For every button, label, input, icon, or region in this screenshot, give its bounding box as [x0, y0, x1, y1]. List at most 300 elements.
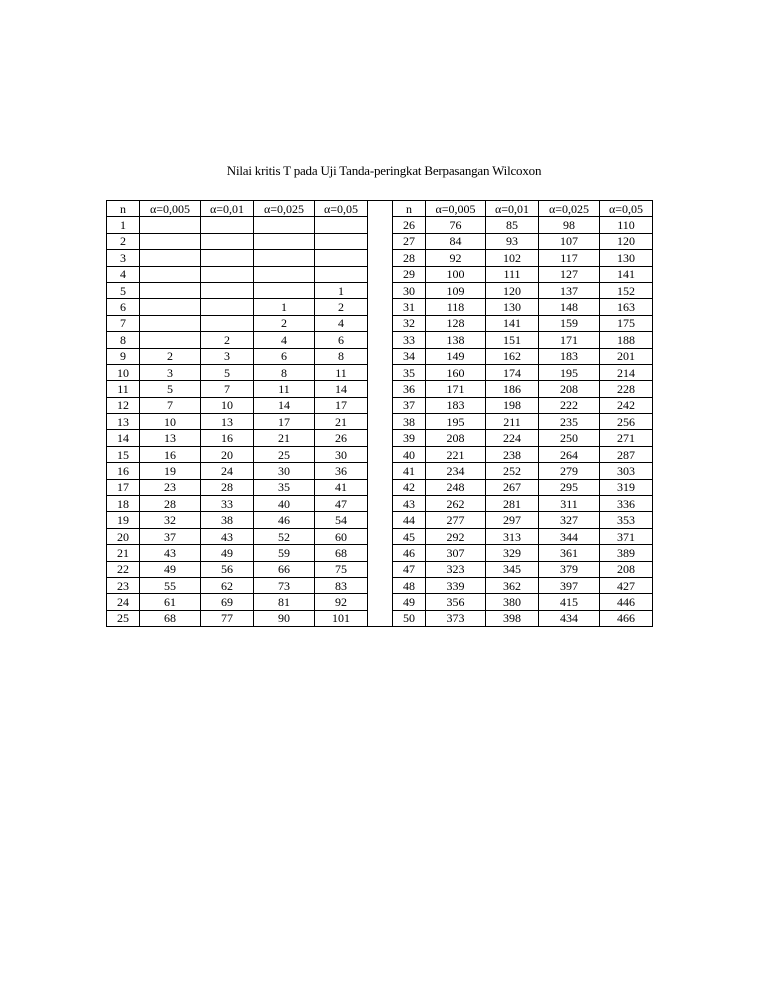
table-cell-a1: 49 [140, 561, 201, 577]
table-cell-n1: 4 [107, 266, 140, 282]
table-cell-b1: 195 [426, 414, 486, 430]
table-cell-a1: 2 [140, 348, 201, 364]
table-cell-a2: 7 [201, 381, 254, 397]
table-cell-a2 [201, 250, 254, 266]
table-cell-a1 [140, 315, 201, 331]
table-cell-a1: 23 [140, 479, 201, 495]
table-cell-n2: 29 [393, 266, 426, 282]
table-cell-b3: 415 [539, 594, 600, 610]
table-cell-b2: 85 [486, 217, 539, 233]
table-cell-a3: 14 [254, 397, 315, 413]
table-cell-n2: 37 [393, 397, 426, 413]
column-gap [368, 479, 393, 495]
table-cell-a4: 60 [315, 528, 368, 544]
table-cell-n2: 27 [393, 233, 426, 249]
table-cell-b3: 344 [539, 528, 600, 544]
table-cell-a4: 6 [315, 332, 368, 348]
table-cell-a3: 17 [254, 414, 315, 430]
table-cell-a3: 2 [254, 315, 315, 331]
table-cell-b3: 159 [539, 315, 600, 331]
table-cell-b2: 162 [486, 348, 539, 364]
table-cell-a4: 26 [315, 430, 368, 446]
table-cell-b3: 107 [539, 233, 600, 249]
table-cell-n1: 7 [107, 315, 140, 331]
table-cell-b4: 303 [600, 463, 653, 479]
table-cell-n1: 11 [107, 381, 140, 397]
table-cell-b4: 130 [600, 250, 653, 266]
table-cell-b3: 98 [539, 217, 600, 233]
table-cell-a4: 2 [315, 299, 368, 315]
table-cell-b3: 208 [539, 381, 600, 397]
table-cell-a3: 46 [254, 512, 315, 528]
table-cell-n1: 13 [107, 414, 140, 430]
table-cell-a1 [140, 282, 201, 298]
table-cell-a3: 52 [254, 528, 315, 544]
table-cell-a1 [140, 217, 201, 233]
table-cell-n1: 1 [107, 217, 140, 233]
table-row [107, 282, 653, 298]
table-cell-a1: 68 [140, 610, 201, 626]
table-cell-n1: 20 [107, 528, 140, 544]
table-cell-a3: 59 [254, 545, 315, 561]
table-row [107, 430, 653, 446]
column-gap [368, 201, 393, 217]
column-gap [368, 463, 393, 479]
column-gap [368, 446, 393, 462]
table-cell-b4: 141 [600, 266, 653, 282]
table-cell-a1 [140, 233, 201, 249]
table-cell-n2: 39 [393, 430, 426, 446]
table-cell-b3: 171 [539, 332, 600, 348]
table-cell-b2: 297 [486, 512, 539, 528]
table-cell-a2: 62 [201, 577, 254, 593]
table-cell-n2: 33 [393, 332, 426, 348]
table-row [107, 266, 653, 282]
table-cell-b4: 163 [600, 299, 653, 315]
table-cell-a4 [315, 266, 368, 282]
table-cell-a4 [315, 250, 368, 266]
table-cell-n1: 17 [107, 479, 140, 495]
table-cell-a2 [201, 266, 254, 282]
table-cell-b3: 361 [539, 545, 600, 561]
table-cell-b1: 138 [426, 332, 486, 348]
table-row [107, 414, 653, 430]
table-cell-b4: 389 [600, 545, 653, 561]
column-gap [368, 430, 393, 446]
table-cell-a1: 10 [140, 414, 201, 430]
table-row [107, 299, 653, 315]
table-cell-b2: 267 [486, 479, 539, 495]
table-cell-b4: 208 [600, 561, 653, 577]
table-cell-n2: 49 [393, 594, 426, 610]
table-cell-a3: 90 [254, 610, 315, 626]
table-body [107, 217, 653, 627]
table-cell-a4: 75 [315, 561, 368, 577]
table-cell-b3: 137 [539, 282, 600, 298]
table-cell-b1: 208 [426, 430, 486, 446]
table-cell-a3: 4 [254, 332, 315, 348]
table-cell-n1: 19 [107, 512, 140, 528]
table-row [107, 463, 653, 479]
column-gap [368, 266, 393, 282]
table-cell-b2: 130 [486, 299, 539, 315]
table-cell-a3: 6 [254, 348, 315, 364]
table-cell-n2: 45 [393, 528, 426, 544]
table-cell-a3 [254, 282, 315, 298]
table-cell-b1: 109 [426, 282, 486, 298]
header-alpha-005-left: α=0,05 [315, 201, 368, 217]
column-gap [368, 528, 393, 544]
table-cell-a2: 69 [201, 594, 254, 610]
table-cell-n1: 2 [107, 233, 140, 249]
table-cell-n1: 8 [107, 332, 140, 348]
table-cell-n1: 24 [107, 594, 140, 610]
table-cell-b2: 224 [486, 430, 539, 446]
table-row [107, 610, 653, 626]
table-cell-b1: 262 [426, 496, 486, 512]
table-cell-n2: 38 [393, 414, 426, 430]
table-cell-a1: 43 [140, 545, 201, 561]
table-cell-b3: 279 [539, 463, 600, 479]
table-cell-n2: 28 [393, 250, 426, 266]
table-cell-b2: 120 [486, 282, 539, 298]
table-cell-b2: 329 [486, 545, 539, 561]
table-cell-a1: 5 [140, 381, 201, 397]
table-cell-b1: 149 [426, 348, 486, 364]
column-gap [368, 282, 393, 298]
table-cell-b1: 118 [426, 299, 486, 315]
table-cell-a3 [254, 233, 315, 249]
table-cell-b1: 84 [426, 233, 486, 249]
table-cell-n2: 36 [393, 381, 426, 397]
column-gap [368, 496, 393, 512]
table-cell-b3: 183 [539, 348, 600, 364]
table-cell-n2: 31 [393, 299, 426, 315]
table-cell-n2: 40 [393, 446, 426, 462]
table-cell-b3: 117 [539, 250, 600, 266]
table-cell-a4: 30 [315, 446, 368, 462]
table-cell-n1: 25 [107, 610, 140, 626]
table-cell-a1 [140, 266, 201, 282]
table-cell-a3: 66 [254, 561, 315, 577]
column-gap [368, 364, 393, 380]
table-cell-b1: 373 [426, 610, 486, 626]
table-cell-a2 [201, 233, 254, 249]
table-row [107, 479, 653, 495]
table-row [107, 577, 653, 593]
table-row [107, 496, 653, 512]
table-cell-n2: 46 [393, 545, 426, 561]
table-cell-b4: 353 [600, 512, 653, 528]
table-cell-a1: 3 [140, 364, 201, 380]
table-cell-b2: 398 [486, 610, 539, 626]
table-cell-b1: 160 [426, 364, 486, 380]
table-cell-b3: 434 [539, 610, 600, 626]
table-cell-n2: 44 [393, 512, 426, 528]
table-cell-b2: 313 [486, 528, 539, 544]
header-n-right: n [393, 201, 426, 217]
table-cell-b1: 128 [426, 315, 486, 331]
table-cell-a4: 8 [315, 348, 368, 364]
table-cell-a2: 38 [201, 512, 254, 528]
table-cell-n2: 35 [393, 364, 426, 380]
column-gap [368, 233, 393, 249]
header-alpha-005-right: α=0,05 [600, 201, 653, 217]
table-cell-a1: 55 [140, 577, 201, 593]
table-cell-n1: 18 [107, 496, 140, 512]
table-row [107, 364, 653, 380]
table-cell-b2: 111 [486, 266, 539, 282]
table-cell-a1: 37 [140, 528, 201, 544]
table-cell-a3: 73 [254, 577, 315, 593]
table-cell-b2: 93 [486, 233, 539, 249]
table-cell-a4: 54 [315, 512, 368, 528]
header-alpha-0025-right: α=0,025 [539, 201, 600, 217]
table-cell-n1: 23 [107, 577, 140, 593]
table-cell-b1: 292 [426, 528, 486, 544]
table-cell-a2: 28 [201, 479, 254, 495]
table-cell-a4: 17 [315, 397, 368, 413]
table-cell-b4: 214 [600, 364, 653, 380]
table-cell-a1: 28 [140, 496, 201, 512]
table-row [107, 348, 653, 364]
table-cell-a4: 14 [315, 381, 368, 397]
table-row [107, 446, 653, 462]
table-cell-n2: 43 [393, 496, 426, 512]
table-cell-n1: 14 [107, 430, 140, 446]
table-cell-b4: 466 [600, 610, 653, 626]
table-cell-a2: 16 [201, 430, 254, 446]
table-cell-a1 [140, 299, 201, 315]
column-gap [368, 299, 393, 315]
table-cell-n2: 30 [393, 282, 426, 298]
table-row [107, 397, 653, 413]
table-cell-b2: 102 [486, 250, 539, 266]
table-row [107, 315, 653, 331]
table-cell-b3: 264 [539, 446, 600, 462]
table-cell-b4: 188 [600, 332, 653, 348]
table-row [107, 545, 653, 561]
table-cell-a3 [254, 266, 315, 282]
header-alpha-001-left: α=0,01 [201, 201, 254, 217]
table-cell-a3: 81 [254, 594, 315, 610]
table-cell-b3: 195 [539, 364, 600, 380]
table-cell-n1: 10 [107, 364, 140, 380]
table-cell-b2: 345 [486, 561, 539, 577]
column-gap [368, 545, 393, 561]
table-cell-b4: 336 [600, 496, 653, 512]
table-cell-a2: 33 [201, 496, 254, 512]
column-gap [368, 217, 393, 233]
table-cell-b4: 242 [600, 397, 653, 413]
table-cell-b4: 110 [600, 217, 653, 233]
table-cell-a2: 20 [201, 446, 254, 462]
table-cell-b4: 446 [600, 594, 653, 610]
table-cell-n2: 34 [393, 348, 426, 364]
table-cell-a4: 101 [315, 610, 368, 626]
header-alpha-0005-right: α=0,005 [426, 201, 486, 217]
table-cell-n1: 22 [107, 561, 140, 577]
table-cell-a3: 1 [254, 299, 315, 315]
table-row [107, 233, 653, 249]
table-cell-a2: 77 [201, 610, 254, 626]
table-cell-a2: 3 [201, 348, 254, 364]
table-cell-b1: 221 [426, 446, 486, 462]
table-cell-n1: 15 [107, 446, 140, 462]
table-cell-b1: 248 [426, 479, 486, 495]
table-cell-b1: 234 [426, 463, 486, 479]
column-gap [368, 381, 393, 397]
table-cell-b4: 319 [600, 479, 653, 495]
table-cell-a3 [254, 217, 315, 233]
table-cell-b1: 356 [426, 594, 486, 610]
table-cell-a2: 10 [201, 397, 254, 413]
column-gap [368, 397, 393, 413]
table-cell-n1: 3 [107, 250, 140, 266]
table-cell-b1: 92 [426, 250, 486, 266]
header-alpha-0025-left: α=0,025 [254, 201, 315, 217]
table-cell-a4 [315, 233, 368, 249]
table-cell-a3: 21 [254, 430, 315, 446]
header-alpha-001-right: α=0,01 [486, 201, 539, 217]
table-cell-a4: 36 [315, 463, 368, 479]
table-cell-a3: 11 [254, 381, 315, 397]
table-cell-a3: 8 [254, 364, 315, 380]
table-cell-b2: 252 [486, 463, 539, 479]
table-cell-n1: 5 [107, 282, 140, 298]
table-row [107, 332, 653, 348]
table-cell-a1: 16 [140, 446, 201, 462]
table-cell-a2: 56 [201, 561, 254, 577]
table-cell-a3: 30 [254, 463, 315, 479]
table-cell-b3: 379 [539, 561, 600, 577]
table-cell-b4: 228 [600, 381, 653, 397]
table-cell-a3: 35 [254, 479, 315, 495]
header-alpha-0005-left: α=0,005 [140, 201, 201, 217]
column-gap [368, 348, 393, 364]
table-row [107, 217, 653, 233]
table-cell-a2 [201, 217, 254, 233]
table-cell-a2 [201, 299, 254, 315]
table-cell-a4: 1 [315, 282, 368, 298]
table-row [107, 561, 653, 577]
table-cell-n1: 9 [107, 348, 140, 364]
table-cell-n2: 50 [393, 610, 426, 626]
table-cell-b2: 281 [486, 496, 539, 512]
table-cell-a1 [140, 250, 201, 266]
table-row [107, 381, 653, 397]
table-cell-b4: 175 [600, 315, 653, 331]
table-row [107, 528, 653, 544]
table-cell-n1: 6 [107, 299, 140, 315]
table-cell-b3: 222 [539, 397, 600, 413]
column-gap [368, 512, 393, 528]
table-cell-n2: 42 [393, 479, 426, 495]
table-cell-b1: 100 [426, 266, 486, 282]
table-cell-b2: 151 [486, 332, 539, 348]
table-cell-a1: 13 [140, 430, 201, 446]
critical-values-table [106, 200, 653, 627]
table-cell-b2: 141 [486, 315, 539, 331]
table-cell-a4: 4 [315, 315, 368, 331]
table-cell-b2: 238 [486, 446, 539, 462]
table-cell-b4: 152 [600, 282, 653, 298]
table-cell-a3 [254, 250, 315, 266]
table-cell-b4: 201 [600, 348, 653, 364]
table-cell-b4: 287 [600, 446, 653, 462]
table-cell-a1: 19 [140, 463, 201, 479]
table-cell-a4: 41 [315, 479, 368, 495]
table-cell-b2: 211 [486, 414, 539, 430]
table-cell-b2: 198 [486, 397, 539, 413]
table-row [107, 594, 653, 610]
table-cell-b2: 380 [486, 594, 539, 610]
column-gap [368, 561, 393, 577]
table-cell-a4: 21 [315, 414, 368, 430]
table-cell-n2: 48 [393, 577, 426, 593]
table-header-row [107, 201, 653, 217]
table-cell-a4: 92 [315, 594, 368, 610]
table-cell-b4: 256 [600, 414, 653, 430]
table-cell-b1: 171 [426, 381, 486, 397]
column-gap [368, 577, 393, 593]
table-cell-b1: 307 [426, 545, 486, 561]
table-cell-b1: 76 [426, 217, 486, 233]
table-cell-b2: 186 [486, 381, 539, 397]
table-cell-n2: 47 [393, 561, 426, 577]
table-cell-b3: 235 [539, 414, 600, 430]
table-cell-n2: 26 [393, 217, 426, 233]
header-n-left: n [107, 201, 140, 217]
table-cell-n1: 21 [107, 545, 140, 561]
column-gap [368, 610, 393, 626]
table-cell-a3: 40 [254, 496, 315, 512]
column-gap [368, 250, 393, 266]
table-cell-a4: 68 [315, 545, 368, 561]
column-gap [368, 594, 393, 610]
table-cell-a2 [201, 315, 254, 331]
table-cell-a1 [140, 332, 201, 348]
table-cell-a2: 49 [201, 545, 254, 561]
table-cell-b1: 323 [426, 561, 486, 577]
table-cell-a4: 11 [315, 364, 368, 380]
table-cell-b1: 183 [426, 397, 486, 413]
table-cell-b3: 250 [539, 430, 600, 446]
column-gap [368, 414, 393, 430]
table-cell-a2: 2 [201, 332, 254, 348]
table-cell-b4: 120 [600, 233, 653, 249]
table-cell-n2: 41 [393, 463, 426, 479]
table-cell-n1: 16 [107, 463, 140, 479]
table-cell-a2: 5 [201, 364, 254, 380]
table-cell-a3: 25 [254, 446, 315, 462]
table-cell-n1: 12 [107, 397, 140, 413]
table-cell-b3: 295 [539, 479, 600, 495]
table-cell-b2: 174 [486, 364, 539, 380]
table-cell-a1: 32 [140, 512, 201, 528]
table-row [107, 250, 653, 266]
column-gap [368, 315, 393, 331]
table-cell-a2: 13 [201, 414, 254, 430]
table-cell-a4 [315, 217, 368, 233]
table-cell-a1: 61 [140, 594, 201, 610]
table-cell-a2: 24 [201, 463, 254, 479]
table-cell-a2 [201, 282, 254, 298]
column-gap [368, 332, 393, 348]
table-cell-b4: 271 [600, 430, 653, 446]
page-title: Nilai kritis T pada Uji Tanda-peringkat Berpasangan Wilcoxon [226, 163, 542, 178]
table-cell-b1: 339 [426, 577, 486, 593]
